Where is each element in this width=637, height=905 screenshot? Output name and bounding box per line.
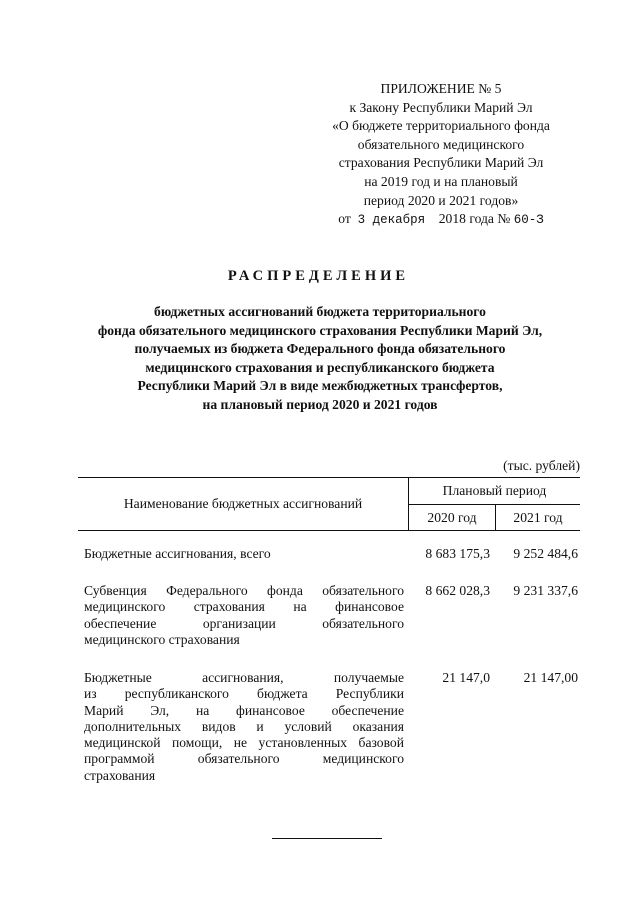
header-year-2021: 2021 год	[513, 509, 563, 525]
header-name-cell: Наименование бюджетных ассигнований	[123, 496, 363, 511]
value-2021: 9 231 337,6	[513, 583, 578, 598]
row-name-line: Субвенция Федерального фонда обязательного	[84, 583, 404, 598]
appendix-line: «О бюджете территориального фонда	[332, 118, 550, 134]
subtitle-line: бюджетных ассигнований бюджета территориального	[154, 304, 486, 319]
date-year: 2018 года №	[438, 211, 511, 227]
subtitle-line: фонда обязательного медицинского страхования Республики Марий Эл,	[97, 322, 543, 338]
appendix-line: обязательного медицинского	[357, 136, 525, 152]
row-name-line: Бюджетные ассигнования, получаемые	[84, 670, 404, 685]
table-header	[78, 477, 580, 531]
row-name-line: Марий Эл, на финансовое обеспечение	[84, 702, 404, 718]
law-number: 60-З	[513, 213, 544, 228]
row-name-line: из республиканского бюджета Республики	[84, 686, 404, 702]
subtitle-line: на плановый период 2020 и 2021 годов	[202, 396, 438, 412]
row-name-line: программой обязательного медицинского	[84, 751, 404, 767]
appendix-line: на 2019 год и на плановый	[364, 173, 518, 189]
appendix-line: ПРИЛОЖЕНИЕ № 5	[380, 81, 502, 96]
row-name-line: Бюджетные ассигнования, всего	[84, 546, 271, 561]
appendix-line: страхования Республики Марий Эл	[338, 155, 544, 171]
value-2020: 21 147,0	[442, 670, 490, 685]
value-2020: 8 683 175,3	[425, 546, 490, 561]
row-name-line: медицинского страхования на финансовое	[84, 599, 404, 615]
row-name	[84, 583, 404, 648]
row-name-line: страхования	[84, 767, 156, 783]
appendix-line: к Закону Республики Марий Эл	[349, 99, 533, 115]
value-2021: 21 147,00	[523, 670, 578, 685]
header-year-2020: 2020 год	[409, 505, 496, 530]
row-name-line: дополнительных видов и условий оказания	[84, 718, 404, 734]
appendix-header	[300, 80, 582, 230]
row-name	[84, 670, 404, 784]
document-subtitle	[60, 303, 580, 415]
header-period-cell: Плановый период	[409, 478, 580, 505]
footer-separator	[272, 838, 382, 839]
document-title: РАСПРЕДЕЛЕНИЕ	[227, 268, 410, 284]
appendix-date-line	[300, 210, 582, 230]
value-2020: 8 662 028,3	[425, 583, 490, 598]
appendix-line: период 2020 и 2021 годов»	[363, 192, 519, 208]
date-value: 3 декабря	[357, 213, 426, 228]
subtitle-line: получаемых из бюджета Федерального фонда обязательного	[134, 341, 506, 357]
subtitle-line: Республики Марий Эл в виде межбюджетных трансфертов,	[137, 378, 503, 394]
subtitle-line: медицинского страхования и республиканского бюджета	[145, 359, 495, 375]
row-name-line: медицинской помощи, не установленных базовой	[84, 735, 404, 751]
row-name	[84, 546, 404, 562]
date-prefix: от	[338, 211, 351, 227]
row-name-line: медицинского страхования	[84, 631, 240, 647]
value-2021: 9 252 484,6	[513, 546, 578, 561]
units-label: (тыс. рублей)	[503, 458, 580, 473]
row-name-line: обеспечение организации обязательного	[84, 615, 404, 631]
